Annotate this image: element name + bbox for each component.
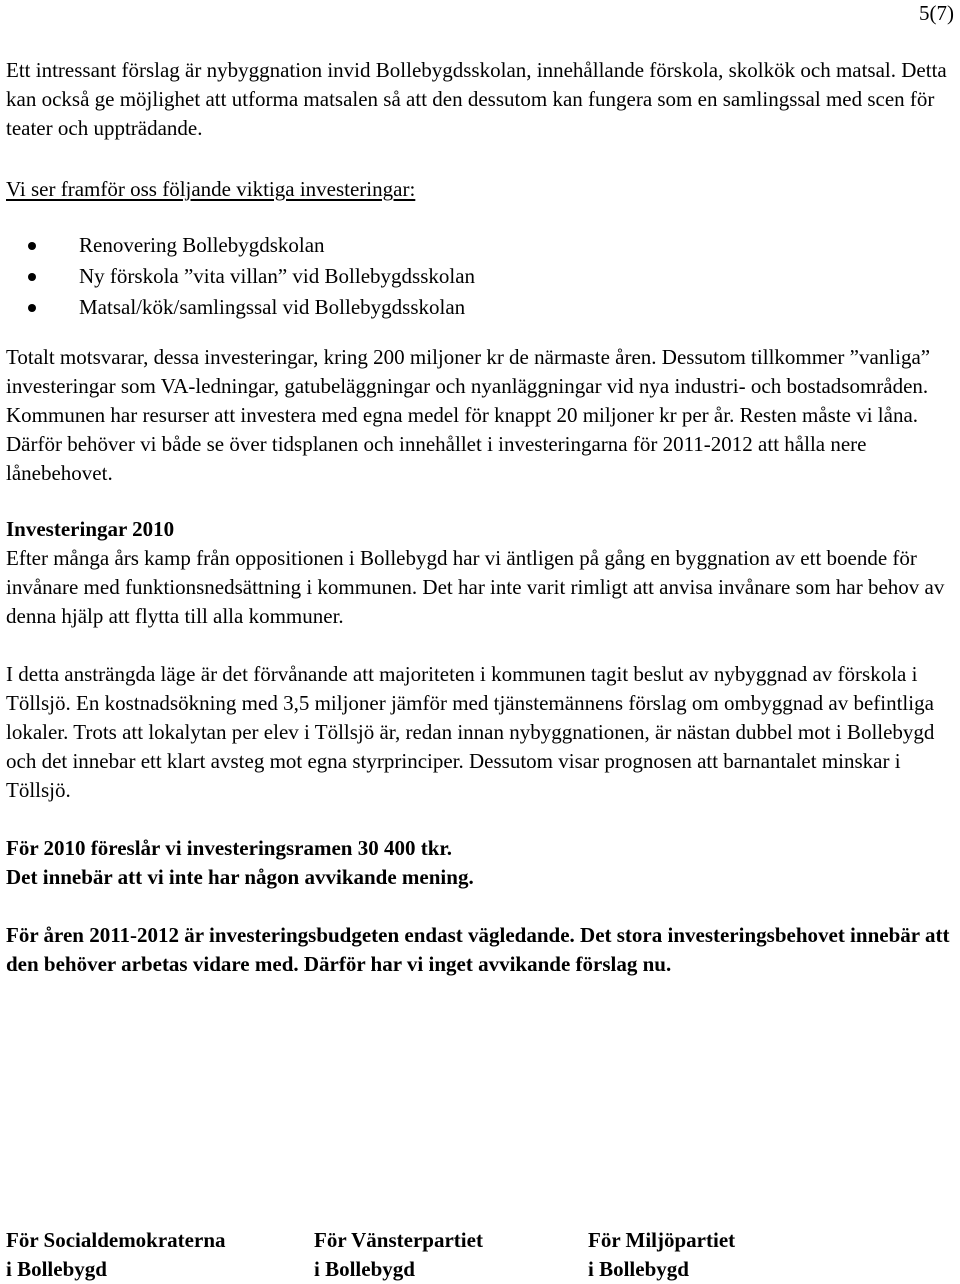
list-item bbox=[6, 261, 954, 292]
section-2010-paragraph: Efter många års kamp från oppositionen i Bollebygd har vi äntligen på gång en byggnation av ett boende för invånare med funktionsnedsättning i kommunen. Det har inte varit rimligt att anvisa invånare som har behov av denna hjälp att flytta till alla kommuner. bbox=[6, 546, 945, 628]
bullet-icon bbox=[28, 304, 36, 312]
proposal-2011-2012: För åren 2011-2012 är investeringsbudgeten endast vägledande. Det stora investeringsbehovet innebär att den behöver arbetas vidare med. Därför har vi inget avvikande förslag nu. bbox=[6, 923, 950, 976]
document-body bbox=[6, 56, 954, 979]
resources-paragraph: Kommunen har resurser att investera med egna medel för knappt 20 miljoner kr per år. Resten måste vi låna. Därför behöver vi både se över tidsplanen och innehållet i investeringarna för 2011-2012 att hålla nere lånebehovet. bbox=[6, 403, 919, 485]
signature-socialdemokraterna bbox=[6, 1226, 226, 1284]
signature-line2: i Bollebygd bbox=[314, 1257, 415, 1281]
tollsjo-paragraph: I detta ansträngda läge är det förvånande att majoriteten i kommunen tagit beslut av nybyggnad av förskola i Töllsjö. En kostnadsökning med 3,5 miljoner jämför med tjänstemännens förslag om ombyggnad av befintliga lokaler. Trots att lokalytan per elev i Töllsjö är, redan innan nybyggnationen, är nästan dubbel mot i Bollebygd och det innebar ett klart avsteg mot egna styrprinciper. Dessutom visar prognosen att barnantalet minskar i Töllsjö. bbox=[6, 662, 935, 802]
list-item bbox=[6, 292, 954, 323]
total-paragraph: Totalt motsvarar, dessa investeringar, kring 200 miljoner kr de närmaste åren. Dessutom tillkommer ”vanliga” investeringar som VA-ledningar, gatubeläggningar och nyanläggningar vid nya industri- och bostadsområden. bbox=[6, 345, 931, 398]
signature-line2: i Bollebygd bbox=[588, 1257, 689, 1281]
signature-line2: i Bollebygd bbox=[6, 1257, 107, 1281]
proposal-2010-line2: Det innebär att vi inte har någon avvikande mening. bbox=[6, 865, 474, 889]
section-2010-heading: Investeringar 2010 bbox=[6, 517, 175, 541]
list-item-text: Ny förskola ”vita villan” vid Bollebygdsskolan bbox=[79, 264, 476, 288]
list-item-text: Matsal/kök/samlingssal vid Bollebygdsskolan bbox=[79, 295, 466, 319]
signature-line1: För Socialdemokraterna bbox=[6, 1228, 226, 1252]
investments-heading: Vi ser framför oss följande viktiga investeringar: bbox=[6, 177, 416, 201]
signature-line1: För Vänsterpartiet bbox=[314, 1228, 483, 1252]
signature-line1: För Miljöpartiet bbox=[588, 1228, 736, 1252]
intro-paragraph: Ett intressant förslag är nybyggnation invid Bollebygdsskolan, innehållande förskola, skolkök och matsal. Detta kan också ge möjlighet att utforma matsalen så att den dessutom kan fungera som en samlingssal med scen för teater och uppträdande. bbox=[6, 58, 947, 140]
investment-list bbox=[6, 230, 954, 323]
page-number: 5(7) bbox=[919, 1, 954, 25]
list-item bbox=[6, 230, 954, 261]
list-item-text: Renovering Bollebygdskolan bbox=[79, 233, 325, 257]
bullet-icon bbox=[28, 242, 36, 250]
bullet-icon bbox=[28, 273, 36, 281]
proposal-2010-line1: För 2010 föreslår vi investeringsramen 30 400 tkr. bbox=[6, 836, 453, 860]
signature-vansterpartiet bbox=[314, 1226, 483, 1284]
signature-miljopartiet bbox=[588, 1226, 735, 1284]
